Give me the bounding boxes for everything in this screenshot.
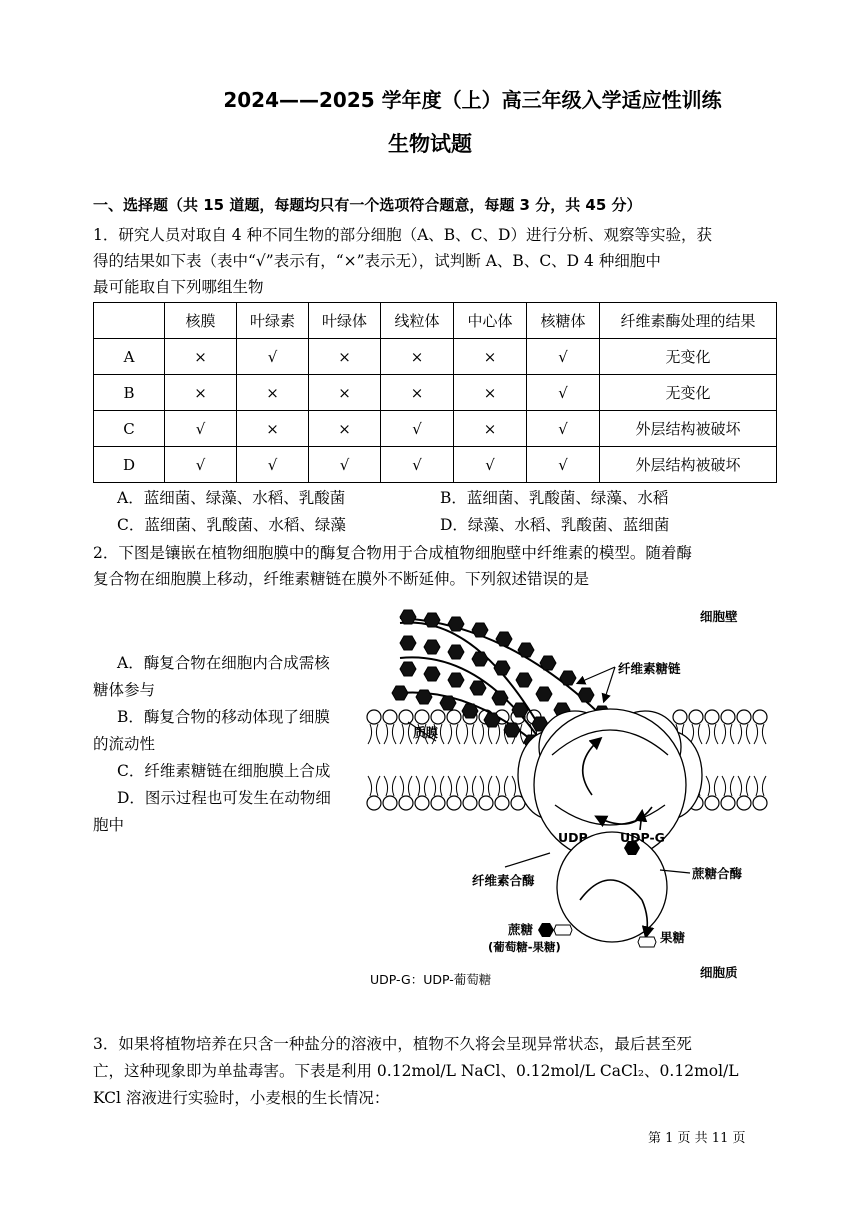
table-cell: √	[454, 447, 527, 483]
table-cell: ×	[454, 375, 527, 411]
table-header-cell: 叶绿素	[237, 303, 309, 339]
page-number: 第 1 页 共 11 页	[648, 1131, 746, 1146]
table-cell: √	[237, 447, 309, 483]
table-cell: √	[381, 411, 454, 447]
table-cell: √	[237, 339, 309, 375]
table-row	[94, 447, 777, 483]
table-cell: 无变化	[600, 339, 777, 375]
label-sucrose-synthase: 蔗糖合酶	[692, 866, 743, 881]
q2-line-1: 2．下图是镶嵌在植物细胞膜中的酶复合物用于合成植物细胞壁中纤维素的模型。随着酶	[93, 544, 692, 562]
label-fructose: 果糖	[660, 930, 686, 945]
table-row	[94, 339, 777, 375]
label-cellulose-synthase: 纤维素合酶	[472, 873, 535, 888]
q2-option-a-1: A．酶复合物在细胞内合成需核	[117, 654, 330, 672]
table-cell: 外层结构被破坏	[600, 447, 777, 483]
table-header-cell: 中心体	[454, 303, 527, 339]
table-cell: ×	[309, 375, 381, 411]
label-udp: UDP	[558, 830, 588, 845]
table-cell: ×	[237, 411, 309, 447]
q1-line-2: 得的结果如下表（表中“√”表示有，“×”表示无），试判断 A、B、C、D 4 种细胞中	[93, 252, 661, 270]
table-cell: √	[527, 447, 600, 483]
label-udpg: UDP-G	[620, 830, 665, 845]
label-cellulose-chain: 纤维素糖链	[618, 661, 681, 676]
table-cell: √	[165, 411, 237, 447]
fructose-icon	[638, 937, 656, 947]
table-row	[94, 411, 777, 447]
table-cell: ×	[381, 339, 454, 375]
q2-option-b-1: B．酶复合物的移动体现了细膜	[117, 708, 330, 726]
q1-option-a: A．蓝细菌、绿藻、水稻、乳酸菌	[117, 489, 346, 507]
label-cell-wall: 细胞壁	[700, 609, 738, 624]
q2-option-d-1: D．图示过程也可发生在动物细	[117, 789, 331, 807]
q2-option-c: C．纤维素糖链在细胞膜上合成	[117, 762, 331, 780]
sucrose-glucose-icon	[538, 923, 554, 937]
table-cell: 无变化	[600, 375, 777, 411]
q3-line-3: KCl 溶液进行实验时，小麦根的生长情况：	[93, 1089, 390, 1107]
table-cell: ×	[165, 375, 237, 411]
table-cell: ×	[309, 339, 381, 375]
table-cell: √	[527, 375, 600, 411]
exam-subtitle: 生物试题	[388, 132, 472, 156]
cellulose-synthesis-diagram	[360, 595, 780, 995]
table-cell: C	[94, 411, 165, 447]
table-cell: ×	[381, 375, 454, 411]
q2-line-2: 复合物在细胞膜上移动，纤维素糖链在膜外不断延伸。下列叙述错误的是	[93, 570, 590, 588]
table-cell: √	[381, 447, 454, 483]
table-header-cell: 核糖体	[527, 303, 600, 339]
exam-title: 2024——2025 学年度（上）高三年级入学适应性训练	[223, 88, 722, 112]
q3-line-2: 亡，这种现象即为单盐毒害。下表是利用 0.12mol/L NaCl、0.12mol/L CaCl₂、0.12mol/L	[93, 1062, 739, 1080]
table-cell: B	[94, 375, 165, 411]
table-cell: D	[94, 447, 165, 483]
label-cytoplasm: 细胞质	[700, 965, 738, 980]
q1-line-1: 1．研究人员对取自 4 种不同生物的部分细胞（A、B、C、D）进行分析、观察等实验，获	[93, 226, 712, 244]
table-cell: √	[309, 447, 381, 483]
q1-option-c: C．蓝细菌、乳酸菌、水稻、绿藻	[117, 516, 346, 534]
q1-data-table	[93, 302, 777, 483]
table-cell: A	[94, 339, 165, 375]
section-heading: 一、选择题（共 15 道题，每题均只有一个选项符合题意，每题 3 分，共 45 分）	[93, 196, 642, 214]
q1-option-d: D．绿藻、水稻、乳酸菌、蓝细菌	[440, 516, 670, 534]
q2-option-b-2: 的流动性	[93, 735, 156, 753]
table-header-cell: 叶绿体	[309, 303, 381, 339]
table-header-cell: 核膜	[165, 303, 237, 339]
q2-option-d-2: 胞中	[93, 816, 125, 834]
table-cell: √	[527, 411, 600, 447]
table-header-cell	[94, 303, 165, 339]
q1-line-3: 最可能取自下列哪组生物	[93, 278, 264, 296]
label-legend: UDP-G：UDP-葡萄糖	[370, 972, 492, 987]
cellulose-synthase-complex-icon	[518, 709, 702, 942]
q2-option-a-2: 糖体参与	[93, 681, 156, 699]
table-cell: ×	[454, 411, 527, 447]
table-header-cell: 纤维素酶处理的结果	[600, 303, 777, 339]
table-row	[94, 375, 777, 411]
q3-line-1: 3．如果将植物培养在只含一种盐分的溶液中，植物不久将会呈现异常状态，最后甚至死	[93, 1035, 692, 1053]
table-cell: √	[165, 447, 237, 483]
label-plasma-membrane: 质膜	[413, 725, 439, 740]
table-cell: 外层结构被破坏	[600, 411, 777, 447]
label-sucrose: 蔗糖	[508, 922, 534, 937]
table-cell: √	[527, 339, 600, 375]
sucrose-fructose-icon	[554, 925, 572, 935]
q1-option-b: B．蓝细菌、乳酸菌、绿藻、水稻	[440, 489, 669, 507]
table-cell: ×	[454, 339, 527, 375]
table-header-row	[94, 303, 777, 339]
table-cell: ×	[309, 411, 381, 447]
table-cell: ×	[237, 375, 309, 411]
label-sucrose-note: (葡萄糖-果糖)	[488, 940, 561, 954]
table-cell: ×	[165, 339, 237, 375]
table-header-cell: 线粒体	[381, 303, 454, 339]
